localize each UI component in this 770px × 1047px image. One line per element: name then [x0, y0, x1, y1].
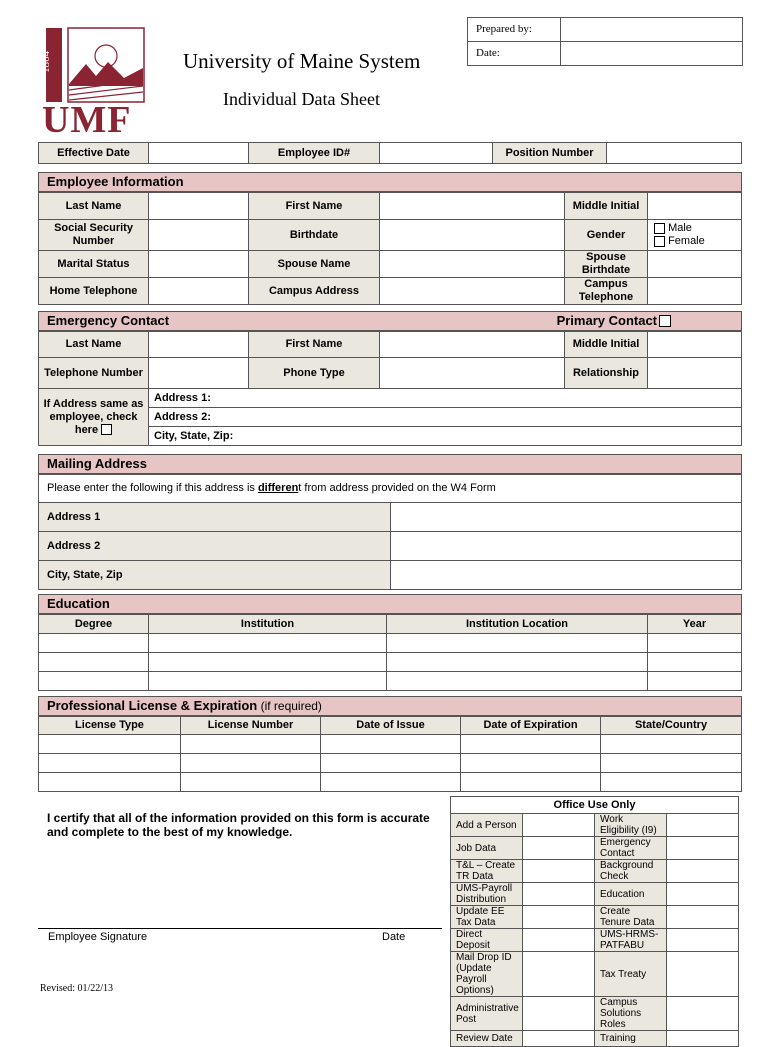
office-item-check[interactable]	[523, 997, 595, 1031]
office-item-label: Emergency Contact	[595, 837, 667, 860]
mailing-header	[38, 454, 742, 474]
prepared-by-field[interactable]	[561, 18, 743, 42]
male-label: Male	[668, 222, 692, 234]
lic-col-state: State/Country	[601, 717, 742, 735]
lic-cell[interactable]	[181, 735, 321, 754]
spouse-name-field[interactable]	[380, 251, 565, 278]
campus-telephone-label: Campus Telephone	[565, 278, 648, 305]
employee-info-header	[38, 172, 742, 192]
lic-cell[interactable]	[461, 754, 601, 773]
office-use-row	[451, 952, 739, 997]
edu-cell[interactable]	[648, 634, 742, 653]
emp-middle-initial-field[interactable]	[648, 193, 742, 220]
ec-first-name-field[interactable]	[380, 332, 565, 358]
employee-info-table	[38, 192, 742, 305]
office-item-label: Background Check	[595, 860, 667, 883]
date-label: Date:	[468, 42, 561, 66]
office-item-check[interactable]	[523, 860, 595, 883]
edu-cell[interactable]	[387, 634, 648, 653]
mailing-note-text: Please enter the following if this address is	[47, 482, 258, 494]
ec-address2-label: Address 2:	[154, 410, 211, 423]
ssn-label: Social Security Number	[39, 220, 149, 251]
ssn-field[interactable]	[149, 220, 249, 251]
campus-address-label: Campus Address	[249, 278, 380, 305]
umf-logo	[38, 24, 150, 141]
office-item-check[interactable]	[667, 906, 739, 929]
position-number-label: Position Number	[493, 143, 607, 164]
edu-col-institution: Institution	[149, 615, 387, 634]
office-item-label: Mail Drop ID (Update Payroll Options)	[451, 952, 523, 997]
female-label: Female	[668, 235, 705, 247]
campus-telephone-field[interactable]	[648, 278, 742, 305]
edu-col-year: Year	[648, 615, 742, 634]
primary-contact-label: Primary Contact	[556, 313, 657, 328]
table-row	[39, 754, 742, 773]
mailing-note-text-end: t from address provided on the W4 Form	[298, 482, 496, 494]
position-number-field[interactable]	[607, 143, 742, 164]
edu-cell[interactable]	[387, 653, 648, 672]
edu-cell[interactable]	[149, 653, 387, 672]
table-row	[39, 735, 742, 754]
emp-last-name-label: Last Name	[39, 193, 149, 220]
spouse-birthdate-field[interactable]	[648, 251, 742, 278]
signature-date-label: Date	[382, 931, 406, 943]
lic-cell[interactable]	[321, 773, 461, 792]
office-use-title: Office Use Only	[451, 797, 739, 814]
ec-city-row[interactable]	[149, 427, 742, 446]
license-title: Professional License & Expiration	[47, 698, 258, 713]
marital-status-field[interactable]	[149, 251, 249, 278]
emp-first-name-field[interactable]	[380, 193, 565, 220]
ec-phone-type-field[interactable]	[380, 358, 565, 389]
emp-last-name-field[interactable]	[149, 193, 249, 220]
ec-first-name-label: First Name	[249, 332, 380, 358]
emergency-address-table	[38, 388, 742, 446]
office-use-table	[450, 796, 739, 1047]
office-item-check[interactable]	[523, 952, 595, 997]
office-item-check[interactable]	[667, 952, 739, 997]
page-subtitle: Individual Data Sheet	[223, 89, 380, 109]
lic-cell[interactable]	[601, 773, 742, 792]
female-checkbox[interactable]	[654, 236, 665, 247]
education-table	[38, 614, 742, 691]
lic-cell[interactable]	[601, 735, 742, 754]
employee-info-title: Employee Information	[47, 174, 184, 189]
office-item-label: Create Tenure Data	[595, 906, 667, 929]
emp-first-name-label: First Name	[249, 193, 380, 220]
ec-city-label: City, State, Zip:	[154, 429, 234, 442]
edu-cell[interactable]	[39, 634, 149, 653]
certify-statement: I certify that all of the information provided on this form is accurate and complete to the best of my knowledge.	[47, 811, 430, 839]
gender-label: Gender	[565, 220, 648, 251]
mailing-note	[39, 475, 742, 503]
mailing-city-field[interactable]	[390, 561, 742, 590]
ec-address2-row[interactable]	[149, 408, 742, 427]
lic-cell[interactable]	[321, 735, 461, 754]
prepared-box	[467, 17, 743, 66]
lic-cell[interactable]	[181, 754, 321, 773]
ec-middle-initial-label: Middle Initial	[565, 332, 648, 358]
office-item-check[interactable]	[667, 883, 739, 906]
mailing-address1-label: Address 1	[39, 503, 391, 532]
logo-text: UMF	[42, 99, 132, 141]
office-use-row	[451, 906, 739, 929]
edu-cell[interactable]	[648, 672, 742, 691]
ec-telephone-field[interactable]	[149, 358, 249, 389]
birthdate-field[interactable]	[380, 220, 565, 251]
office-item-check[interactable]	[667, 997, 739, 1031]
education-title: Education	[47, 596, 110, 611]
emergency-table	[38, 331, 742, 389]
lic-cell[interactable]	[461, 735, 601, 754]
lic-cell[interactable]	[39, 735, 181, 754]
office-use-row	[451, 929, 739, 952]
edu-cell[interactable]	[149, 672, 387, 691]
table-row	[39, 773, 742, 792]
mailing-address2-field[interactable]	[390, 532, 742, 561]
table-row	[39, 672, 742, 691]
ec-phone-type-label: Phone Type	[249, 358, 380, 389]
office-item-check[interactable]	[667, 837, 739, 860]
edu-col-degree: Degree	[39, 615, 149, 634]
lic-cell[interactable]	[39, 773, 181, 792]
mailing-note-emphasis: differen	[257, 482, 299, 494]
ec-relationship-field[interactable]	[648, 358, 742, 389]
mailing-address2-label: Address 2	[39, 532, 391, 561]
ec-address1-row[interactable]	[149, 389, 742, 408]
ec-last-name-label: Last Name	[39, 332, 149, 358]
primary-contact-checkbox[interactable]	[659, 315, 671, 327]
office-item-label: Campus Solutions Roles	[595, 997, 667, 1031]
education-header	[38, 594, 742, 614]
birthdate-label: Birthdate	[249, 220, 380, 251]
page-title: University of Maine System	[183, 49, 421, 73]
office-item-check[interactable]	[523, 814, 595, 837]
office-item-label: Training	[595, 1031, 667, 1047]
effective-date-label: Effective Date	[39, 143, 149, 164]
lic-col-number: License Number	[181, 717, 321, 735]
marital-status-label: Marital Status	[39, 251, 149, 278]
prepared-by-label: Prepared by:	[468, 18, 561, 42]
office-use-row	[451, 837, 739, 860]
same-address-checkbox[interactable]	[101, 424, 112, 435]
effective-date-field[interactable]	[149, 143, 249, 164]
ec-address1-label: Address 1:	[154, 391, 211, 404]
lic-cell[interactable]	[181, 773, 321, 792]
edu-cell[interactable]	[648, 653, 742, 672]
top-row	[38, 142, 742, 164]
spouse-name-label: Spouse Name	[249, 251, 380, 278]
office-use-row	[451, 1031, 739, 1047]
revised-date: Revised: 01/22/13	[40, 983, 114, 994]
office-item-check[interactable]	[667, 1031, 739, 1047]
edu-col-location: Institution Location	[387, 615, 648, 634]
office-item-label: Work Eligibility (I9)	[595, 814, 667, 837]
office-item-check[interactable]	[523, 929, 595, 952]
mailing-table	[38, 474, 742, 590]
office-item-label: Tax Treaty	[595, 952, 667, 997]
office-item-label: Job Data	[451, 837, 523, 860]
license-if-required: (if required)	[257, 699, 322, 713]
lic-col-expiration: Date of Expiration	[461, 717, 601, 735]
spouse-birthdate-label: Spouse Birthdate	[565, 251, 648, 278]
signature-label: Employee Signature	[48, 931, 148, 943]
mailing-city-label: City, State, Zip	[39, 561, 391, 590]
lic-cell[interactable]	[601, 754, 742, 773]
office-item-label: Direct Deposit	[451, 929, 523, 952]
same-address-label: If Address same as employee, check here	[43, 397, 144, 436]
lic-col-type: License Type	[39, 717, 181, 735]
ec-middle-initial-field[interactable]	[648, 332, 742, 358]
office-item-check[interactable]	[523, 837, 595, 860]
office-item-label: Administrative Post	[451, 997, 523, 1031]
logo-year: 1864	[40, 51, 52, 73]
employee-id-label: Employee ID#	[249, 143, 380, 164]
mailing-title: Mailing Address	[47, 456, 147, 471]
emp-middle-initial-label: Middle Initial	[565, 193, 648, 220]
office-item-check[interactable]	[523, 1031, 595, 1047]
edu-cell[interactable]	[39, 653, 149, 672]
license-header	[38, 696, 742, 716]
lic-cell[interactable]	[461, 773, 601, 792]
office-item-label: Update EE Tax Data	[451, 906, 523, 929]
office-item-label: Education	[595, 883, 667, 906]
license-table	[38, 716, 742, 792]
office-use-row	[451, 997, 739, 1031]
employee-id-field[interactable]	[380, 143, 493, 164]
gender-options	[648, 220, 742, 251]
lic-cell[interactable]	[321, 754, 461, 773]
office-use-row	[451, 860, 739, 883]
edu-cell[interactable]	[387, 672, 648, 691]
mailing-address1-field[interactable]	[390, 503, 742, 532]
office-item-label: T&L – Create TR Data	[451, 860, 523, 883]
edu-cell[interactable]	[149, 634, 387, 653]
office-item-label: Review Date	[451, 1031, 523, 1047]
male-checkbox[interactable]	[654, 223, 665, 234]
ec-last-name-field[interactable]	[149, 332, 249, 358]
office-item-label: Add a Person	[451, 814, 523, 837]
office-item-label: UMS-Payroll Distribution	[451, 883, 523, 906]
ec-telephone-label: Telephone Number	[39, 358, 149, 389]
campus-address-field[interactable]	[380, 278, 565, 305]
office-use-row	[451, 814, 739, 837]
edu-cell[interactable]	[39, 672, 149, 691]
office-item-check[interactable]	[523, 883, 595, 906]
office-item-check[interactable]	[523, 906, 595, 929]
table-row	[39, 634, 742, 653]
office-item-check[interactable]	[667, 929, 739, 952]
table-row	[39, 653, 742, 672]
ec-relationship-label: Relationship	[565, 358, 648, 389]
same-address-cell	[39, 389, 149, 446]
lic-cell[interactable]	[39, 754, 181, 773]
office-item-check[interactable]	[667, 860, 739, 883]
office-use-row	[451, 883, 739, 906]
office-item-label: UMS-HRMS-PATFABU	[595, 929, 667, 952]
signature-line[interactable]	[38, 928, 442, 929]
home-telephone-label: Home Telephone	[39, 278, 149, 305]
office-item-check[interactable]	[667, 814, 739, 837]
prepared-date-field[interactable]	[561, 42, 743, 66]
emergency-header	[38, 311, 742, 331]
home-telephone-field[interactable]	[149, 278, 249, 305]
emergency-title: Emergency Contact	[47, 313, 170, 328]
lic-col-issue: Date of Issue	[321, 717, 461, 735]
